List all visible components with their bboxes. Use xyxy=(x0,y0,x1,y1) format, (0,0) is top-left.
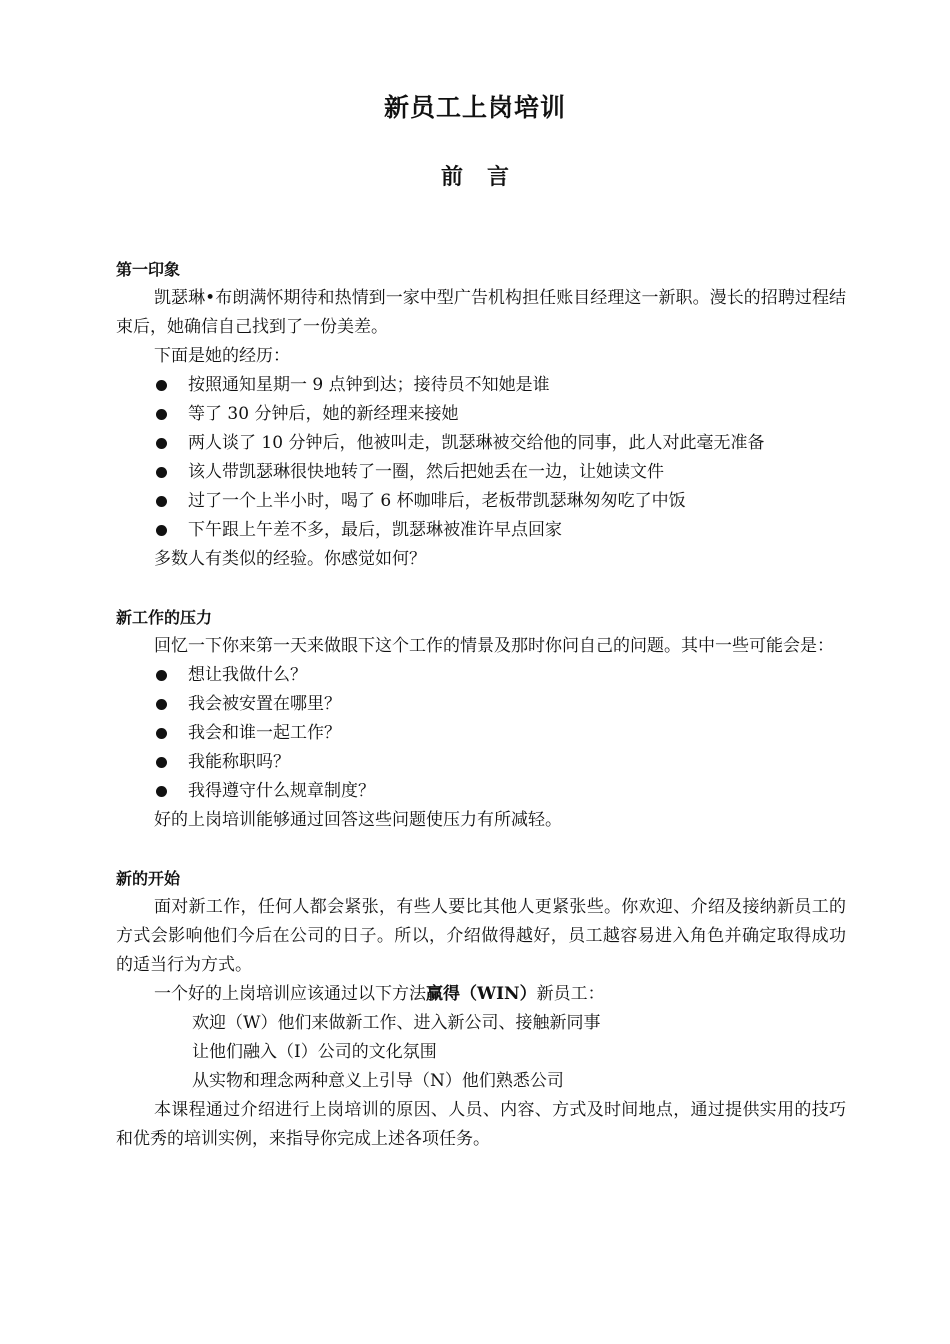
list-item xyxy=(116,400,846,429)
bullet-icon xyxy=(156,670,167,681)
document-title: 新员工上岗培训 xyxy=(383,93,566,122)
section-paragraph: 面对新工作，任何人都会紧张，有些人要比其他人更紧张些。你欢迎、介绍及接纳新员工的方式会影响他们今后在公司的日子。所以，介绍做得越好，员工越容易进入角色并确定取得成功的适当行为方式。 xyxy=(116,897,846,975)
list-item xyxy=(116,748,846,777)
document-subtitle: 前言 xyxy=(440,165,533,190)
list-item-text: 我会和谁一起工作？ xyxy=(188,723,341,743)
section-paragraph: 回忆一下你来第一天来做眼下这个工作的情景及那时你问自己的问题。其中一些可能会是： xyxy=(154,636,834,656)
bullet-icon xyxy=(156,467,167,478)
section-heading: 新工作的压力 xyxy=(116,608,213,627)
list-item-text: 两人谈了 10 分钟后，他被叫走，凯瑟琳被交给他的同事，此人对此毫无准备 xyxy=(188,433,765,453)
bullet-icon xyxy=(156,438,167,449)
bullet-icon xyxy=(156,496,167,507)
win-emphasis: 赢得（WIN） xyxy=(426,984,537,1004)
list-item-text: 想让我做什么？ xyxy=(188,665,307,685)
section-heading: 新的开始 xyxy=(116,869,181,888)
win-item-navigate: 从实物和理念两种意义上引导（N）他们熟悉公司 xyxy=(192,1071,564,1091)
section-closing: 多数人有类似的经验。你感觉如何？ xyxy=(154,549,426,569)
list-item xyxy=(116,690,846,719)
list-item-text: 我会被安置在哪里？ xyxy=(188,694,341,714)
document-body xyxy=(116,255,846,1154)
bullet-icon xyxy=(156,380,167,391)
section-closing: 好的上岗培训能够通过回答这些问题使压力有所减轻。 xyxy=(154,810,562,830)
section-spacer xyxy=(116,574,846,603)
list-item-text: 该人带凯瑟琳很快地转了一圈，然后把她丢在一边，让她读文件 xyxy=(188,462,664,482)
list-item-text: 我得遵守什么规章制度？ xyxy=(188,781,375,801)
bullet-icon xyxy=(156,757,167,768)
list-item xyxy=(116,661,846,690)
win-suffix: 新员工： xyxy=(536,984,605,1004)
bullet-icon xyxy=(156,699,167,710)
bullet-list xyxy=(116,371,846,545)
list-item xyxy=(116,487,846,516)
section-lead: 下面是她的经历： xyxy=(154,346,290,366)
list-item-text: 按照通知星期一 9 点钟到达；接待员不知她是谁 xyxy=(188,375,550,395)
bullet-icon xyxy=(156,525,167,536)
list-item-text: 等了 30 分钟后，她的新经理来接她 xyxy=(188,404,459,424)
win-item-welcome: 欢迎（W）他们来做新工作、进入新公司、接触新同事 xyxy=(192,1013,601,1033)
section-paragraph: 凯瑟琳•布朗满怀期待和热情到一家中型广告机构担任账目经理这一新职。漫长的招聘过程结束后，她确信自己找到了一份美差。 xyxy=(116,288,846,337)
list-item xyxy=(116,429,846,458)
list-item-text: 下午跟上午差不多，最后，凯瑟琳被准许早点回家 xyxy=(188,520,562,540)
list-item xyxy=(116,719,846,748)
bullet-icon xyxy=(156,786,167,797)
list-item xyxy=(116,777,846,806)
section-heading: 第一印象 xyxy=(116,260,181,279)
bullet-icon xyxy=(156,409,167,420)
list-item xyxy=(116,458,846,487)
list-item-text: 我能称职吗？ xyxy=(188,752,290,772)
win-lead xyxy=(116,980,846,1009)
win-prefix: 一个好的上岗培训应该通过以下方法 xyxy=(154,984,426,1004)
list-item xyxy=(116,516,846,545)
win-item-integrate: 让他们融入（I）公司的文化氛围 xyxy=(192,1042,437,1062)
bullet-list xyxy=(116,661,846,806)
bullet-icon xyxy=(156,728,167,739)
list-item-text: 过了一个上半小时，喝了 6 杯咖啡后，老板带凯瑟琳匆匆吃了中饭 xyxy=(188,491,686,511)
section-closing: 本课程通过介绍进行上岗培训的原因、人员、内容、方式及时间地点，通过提供实用的技巧和优秀的培训实例，来指导你完成上述各项任务。 xyxy=(116,1100,846,1149)
list-item xyxy=(116,371,846,400)
section-spacer xyxy=(116,835,846,864)
